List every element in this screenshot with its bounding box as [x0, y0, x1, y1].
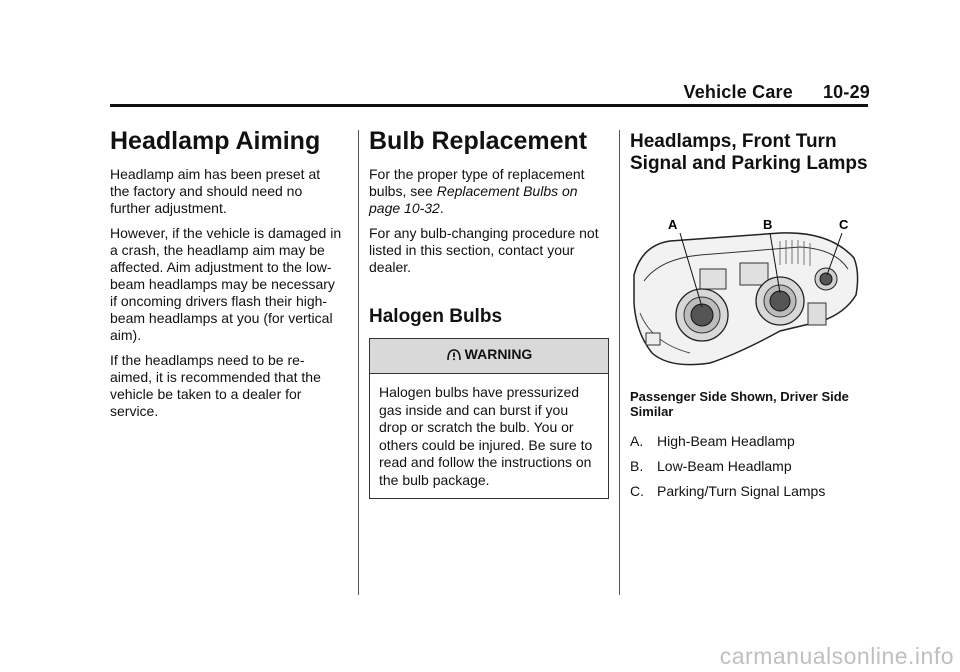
- item-text: High-Beam Headlamp: [657, 433, 795, 449]
- heading-bulb-replacement: Bulb Replacement: [369, 127, 588, 155]
- item-letter: B.: [630, 458, 644, 474]
- column-divider-2: [619, 130, 620, 595]
- column-divider-1: [358, 130, 359, 595]
- column-bulb-replacement: [369, 125, 609, 499]
- list-item: [630, 458, 870, 475]
- paragraph: For any bulb-changing procedure not listed in this section, contact your dealer.: [369, 225, 599, 275]
- list-item: [630, 433, 870, 450]
- paragraph-text: For the proper type of replacement bulbs, see: [369, 166, 585, 199]
- label-b: B: [763, 217, 773, 232]
- paragraph: However, if the vehicle is damaged in a crash, the headlamp aim may be affected. Aim adjustment to the low-beam headlamps may be necessary if oncoming drivers flash their high-beam headlamps at you (for vertical aim).: [110, 225, 342, 343]
- paragraph: [369, 166, 609, 217]
- item-text: Low-Beam Headlamp: [657, 458, 792, 474]
- item-letter: A.: [630, 433, 644, 449]
- cross-reference-link[interactable]: Replacement Bulbs on page 10-32: [369, 183, 578, 216]
- figure-caption: Passenger Side Shown, Driver Side Similar: [630, 389, 849, 419]
- warning-label: WARNING: [464, 346, 533, 362]
- heading-headlamp-aiming: Headlamp Aiming: [110, 127, 321, 155]
- header-rule: [110, 104, 868, 107]
- headlamp-assembly-illustration: [630, 203, 862, 383]
- warning-box: [369, 338, 609, 499]
- list-item: [630, 483, 870, 500]
- paragraph-text: .: [439, 200, 444, 216]
- warning-text: Halogen bulbs have pressurized gas inside and can burst if you drop or scratch the bulb. You or others could be injured. Be sure to read and follow the instructions on the bulb package.: [379, 384, 593, 488]
- label-a: A: [668, 217, 678, 232]
- headlamp-assembly-figure: [630, 203, 862, 383]
- section-title: Vehicle Care: [683, 82, 793, 102]
- column-headlamps: [630, 125, 870, 508]
- heading-headlamps-front-turn: Headlamps, Front Turn Signal and Parking Lamps: [630, 131, 868, 174]
- warning-header: [370, 339, 608, 374]
- watermark: carmanualsonline.info: [719, 643, 954, 669]
- item-letter: C.: [630, 483, 644, 499]
- paragraph: If the headlamps need to be re-aimed, it is recommended that the vehicle be taken to a dealer for service.: [110, 352, 321, 419]
- page-header: [683, 82, 870, 103]
- label-c: C: [839, 217, 849, 232]
- paragraph: Headlamp aim has been preset at the factory and should need no further adjustment.: [110, 166, 321, 216]
- item-text: Parking/Turn Signal Lamps: [657, 483, 826, 499]
- warning-icon: [446, 346, 462, 365]
- page-number: 10-29: [822, 82, 870, 102]
- column-headlamp-aiming: [110, 125, 342, 428]
- heading-halogen-bulbs: Halogen Bulbs: [369, 306, 503, 327]
